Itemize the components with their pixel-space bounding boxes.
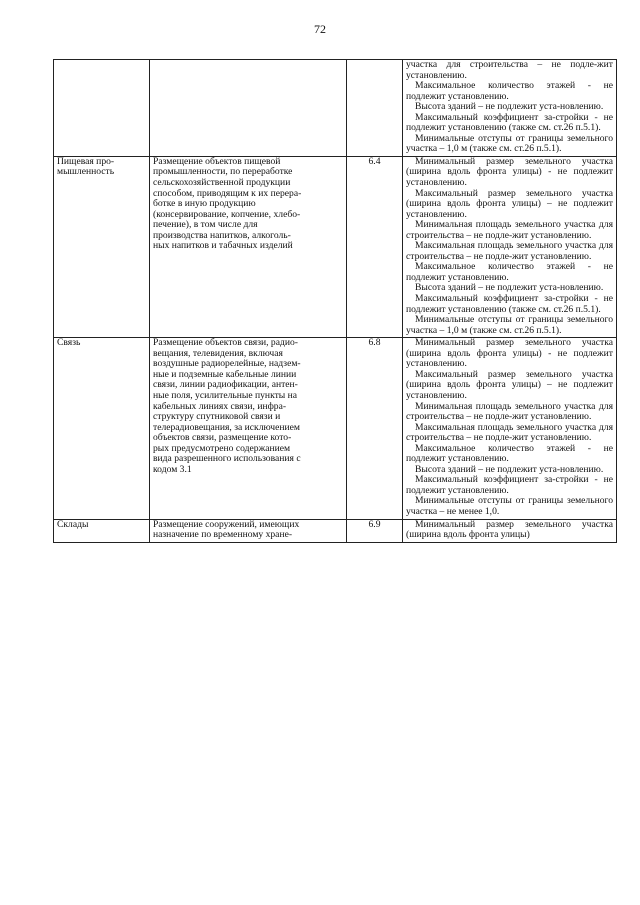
use-type-description: Размещение сооружений, имеющих назначение по временному хране- [153,518,300,541]
parameter-item: Минимальные отступы от границы земельного участка – не менее 1,0. [406,495,613,517]
parameter-item: Максимальный размер земельного участка (ширина вдоль фронта улицы) – не подлежит установлению. [406,368,613,401]
parameter-item: Минимальная площадь земельного участка для строительства – не подле-жит установлению. [406,400,613,423]
parameter-item: Максимальное количество этажей - не подлежит установлению. [406,442,613,465]
parameter-item: Минимальная площадь земельного участка для строительства – не подле-жит установлению. [406,219,613,241]
use-type-name: Связь [54,338,150,519]
parameter-item: Минимальный размер земельного участка (ширина вдоль фронта улицы) - не подлежит установлению. [406,155,613,189]
parameters-cell [403,60,617,157]
parameters-cell [403,519,617,542]
parameter-item: Максимальная площадь земельного участка для строительства – не подле-жит установлению. [406,421,613,444]
use-type-code [347,60,403,157]
use-type-description-cell [150,60,347,157]
parameter-item: Минимальный размер земельного участка (ширина вдоль фронта улицы) - не подлежит установлению. [406,337,613,370]
parameter-item: Максимальный размер земельного участка (ширина вдоль фронта улицы) – не подлежит установлению. [406,187,613,220]
table-row [54,519,617,542]
parameter-item: Максимальный коэффициент за-стройки - не подлежит установлению (также см. ст.26 п.5.1). [406,293,613,315]
use-type-description-cell [150,519,347,542]
parameter-item: Максимальный коэффициент за-стройки - не подлежит установлению. [406,474,613,496]
parameter-item: Минимальные отступы от границы земельного участка – 1,0 м (также см. ст.26 п.5.1). [406,314,613,336]
use-type-code: 6.4 [347,156,403,337]
parameters-cell [403,338,617,519]
parameter-item: участка для строительства – не подле-жит установлению. [406,59,613,81]
use-type-name [54,60,150,157]
use-type-description-cell [150,156,347,337]
parameter-item: Высота зданий – не подлежит уста-новлению. [415,282,604,294]
parameter-item: Минимальные отступы от границы земельного участка – 1,0 м (также см. ст.26 п.5.1). [406,132,613,155]
parameter-item: Высота зданий – не подлежит уста-новлению. [415,463,604,475]
use-type-name: Склады [54,519,150,542]
parameter-item: Высота зданий – не подлежит уста-новлению. [415,101,604,113]
table-row [54,60,617,157]
parameter-item: Максимальное количество этажей - не подлежит установлению. [406,261,613,283]
use-type-description: Размещение объектов пищевой промышленности, по переработке сельскохозяйственной продукции способом, приводящим к их перера- ботке в иную продукцию (консервирование, копчение, хлебо- печение), в том числе для производства напитков, алкоголь- ных напитков и табачных изделий [153,155,302,252]
table-row [54,338,617,519]
page-number: 72 [314,22,326,36]
use-type-description: Размещение объектов связи, радио- вещания, телевидения, включая воздушные радиорелейные, надзем- ные и подземные кабельные линии связи, линии радиофикации, антен- ные поля, усилительные пункты на кабельных линиях связи, инфра- структуру спутниковой связи и телерадиовещания, за исключением объектов связи, размещение кото- рых предусмотрено содержанием вида разрешенного использования с кодом 3.1 [153,337,301,475]
use-type-description-cell [150,338,347,519]
parameter-item: Максимальное количество этажей - не подлежит установлению. [406,80,613,102]
table-row [54,156,617,337]
table-body [54,60,617,543]
zoning-table [53,59,617,543]
use-type-name: Пищевая про-мышленность [54,156,150,337]
parameters-cell [403,156,617,337]
parameter-item: Минимальный размер земельного участка (ширина вдоль фронта улицы) [406,518,613,541]
parameter-item: Максимальная площадь земельного участка для строительства – не подле-жит установлению. [406,240,613,262]
parameter-item: Максимальный коэффициент за-стройки - не подлежит установлению (также см. ст.26 п.5.1). [406,111,613,134]
use-type-code: 6.8 [347,338,403,519]
use-type-code: 6.9 [347,519,403,542]
